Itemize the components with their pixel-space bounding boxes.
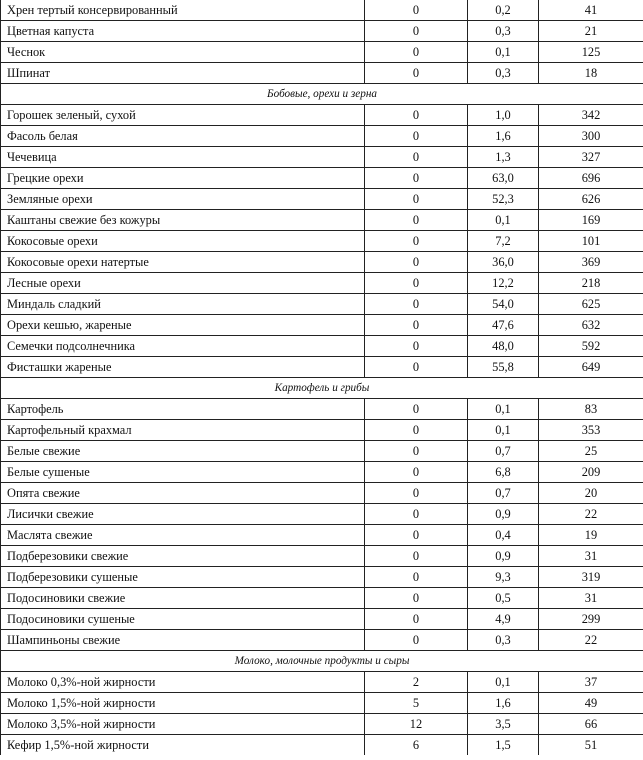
table-row xyxy=(1,336,643,357)
product-name-cell: Картофель xyxy=(1,399,365,420)
carbs-cell: 0 xyxy=(365,588,468,609)
fat-cell: 0,1 xyxy=(468,672,539,693)
nutrition-table-body xyxy=(1,0,643,755)
product-name-cell: Подберезовики сушеные xyxy=(1,567,365,588)
carbs-cell: 0 xyxy=(365,399,468,420)
product-name-cell: Картофельный крахмал xyxy=(1,420,365,441)
calories-cell: 327 xyxy=(539,147,643,168)
table-row xyxy=(1,525,643,546)
table-row xyxy=(1,546,643,567)
carbs-cell: 0 xyxy=(365,420,468,441)
fat-cell: 54,0 xyxy=(468,294,539,315)
product-name-cell: Подосиновики свежие xyxy=(1,588,365,609)
carbs-cell: 6 xyxy=(365,735,468,756)
fat-cell: 0,3 xyxy=(468,63,539,84)
fat-cell: 1,5 xyxy=(468,735,539,756)
fat-cell: 47,6 xyxy=(468,315,539,336)
fat-cell: 48,0 xyxy=(468,336,539,357)
calories-cell: 37 xyxy=(539,672,643,693)
fat-cell: 55,8 xyxy=(468,357,539,378)
fat-cell: 0,1 xyxy=(468,42,539,63)
product-name-cell: Орехи кешью, жареные xyxy=(1,315,365,336)
calories-cell: 101 xyxy=(539,231,643,252)
product-name-cell: Чеснок xyxy=(1,42,365,63)
carbs-cell: 0 xyxy=(365,21,468,42)
table-row xyxy=(1,168,643,189)
carbs-cell: 0 xyxy=(365,315,468,336)
calories-cell: 66 xyxy=(539,714,643,735)
table-row xyxy=(1,252,643,273)
product-name-cell: Молоко 0,3%-ной жирности xyxy=(1,672,365,693)
product-name-cell: Молоко 1,5%-ной жирности xyxy=(1,693,365,714)
product-name-cell: Земляные орехи xyxy=(1,189,365,210)
fat-cell: 1,6 xyxy=(468,126,539,147)
carbs-cell: 0 xyxy=(365,168,468,189)
calories-cell: 632 xyxy=(539,315,643,336)
calories-cell: 41 xyxy=(539,0,643,21)
fat-cell: 63,0 xyxy=(468,168,539,189)
carbs-cell: 0 xyxy=(365,357,468,378)
carbs-cell: 0 xyxy=(365,126,468,147)
product-name-cell: Кокосовые орехи натертые xyxy=(1,252,365,273)
product-name-cell: Лесные орехи xyxy=(1,273,365,294)
calories-cell: 300 xyxy=(539,126,643,147)
table-row xyxy=(1,0,643,21)
fat-cell: 0,9 xyxy=(468,504,539,525)
fat-cell: 1,6 xyxy=(468,693,539,714)
product-name-cell: Лисички свежие xyxy=(1,504,365,525)
calories-cell: 20 xyxy=(539,483,643,504)
carbs-cell: 0 xyxy=(365,546,468,567)
calories-cell: 592 xyxy=(539,336,643,357)
carbs-cell: 0 xyxy=(365,525,468,546)
carbs-cell: 0 xyxy=(365,462,468,483)
calories-cell: 626 xyxy=(539,189,643,210)
carbs-cell: 0 xyxy=(365,630,468,651)
product-name-cell: Семечки подсолнечника xyxy=(1,336,365,357)
product-name-cell: Шампиньоны свежие xyxy=(1,630,365,651)
table-row xyxy=(1,357,643,378)
table-row xyxy=(1,630,643,651)
carbs-cell: 0 xyxy=(365,189,468,210)
fat-cell: 0,2 xyxy=(468,0,539,21)
product-name-cell: Опята свежие xyxy=(1,483,365,504)
fat-cell: 0,4 xyxy=(468,525,539,546)
fat-cell: 0,7 xyxy=(468,441,539,462)
carbs-cell: 0 xyxy=(365,105,468,126)
product-name-cell: Фисташки жареные xyxy=(1,357,365,378)
calories-cell: 209 xyxy=(539,462,643,483)
section-header-row xyxy=(1,84,643,105)
fat-cell: 36,0 xyxy=(468,252,539,273)
product-name-cell: Кефир 1,5%-ной жирности xyxy=(1,735,365,756)
fat-cell: 0,1 xyxy=(468,420,539,441)
carbs-cell: 12 xyxy=(365,714,468,735)
table-row xyxy=(1,504,643,525)
fat-cell: 9,3 xyxy=(468,567,539,588)
calories-cell: 22 xyxy=(539,630,643,651)
product-name-cell: Белые свежие xyxy=(1,441,365,462)
calories-cell: 299 xyxy=(539,609,643,630)
section-title: Бобовые, орехи и зерна xyxy=(1,84,643,105)
table-row xyxy=(1,693,643,714)
carbs-cell: 0 xyxy=(365,609,468,630)
fat-cell: 0,1 xyxy=(468,399,539,420)
table-row xyxy=(1,147,643,168)
fat-cell: 0,3 xyxy=(468,21,539,42)
calories-cell: 125 xyxy=(539,42,643,63)
table-row xyxy=(1,21,643,42)
calories-cell: 83 xyxy=(539,399,643,420)
fat-cell: 0,9 xyxy=(468,546,539,567)
product-name-cell: Подосиновики сушеные xyxy=(1,609,365,630)
table-row xyxy=(1,294,643,315)
carbs-cell: 0 xyxy=(365,210,468,231)
carbs-cell: 0 xyxy=(365,273,468,294)
calories-cell: 19 xyxy=(539,525,643,546)
carbs-cell: 0 xyxy=(365,252,468,273)
section-title: Молоко, молочные продукты и сыры xyxy=(1,651,643,672)
table-row xyxy=(1,441,643,462)
table-row xyxy=(1,42,643,63)
section-title: Картофель и грибы xyxy=(1,378,643,399)
calories-cell: 369 xyxy=(539,252,643,273)
product-name-cell: Хрен тертый консервированный xyxy=(1,0,365,21)
fat-cell: 4,9 xyxy=(468,609,539,630)
table-row xyxy=(1,588,643,609)
product-name-cell: Миндаль сладкий xyxy=(1,294,365,315)
carbs-cell: 0 xyxy=(365,147,468,168)
fat-cell: 0,1 xyxy=(468,210,539,231)
calories-cell: 218 xyxy=(539,273,643,294)
product-name-cell: Горошек зеленый, сухой xyxy=(1,105,365,126)
calories-cell: 31 xyxy=(539,546,643,567)
table-row xyxy=(1,609,643,630)
fat-cell: 1,3 xyxy=(468,147,539,168)
calories-cell: 625 xyxy=(539,294,643,315)
calories-cell: 21 xyxy=(539,21,643,42)
carbs-cell: 0 xyxy=(365,231,468,252)
table-row xyxy=(1,567,643,588)
table-row xyxy=(1,105,643,126)
table-row xyxy=(1,420,643,441)
carbs-cell: 2 xyxy=(365,672,468,693)
calories-cell: 18 xyxy=(539,63,643,84)
calories-cell: 319 xyxy=(539,567,643,588)
table-row xyxy=(1,735,643,756)
product-name-cell: Чечевица xyxy=(1,147,365,168)
carbs-cell: 5 xyxy=(365,693,468,714)
calories-cell: 31 xyxy=(539,588,643,609)
table-row xyxy=(1,315,643,336)
table-row xyxy=(1,714,643,735)
carbs-cell: 0 xyxy=(365,504,468,525)
product-name-cell: Шпинат xyxy=(1,63,365,84)
fat-cell: 1,0 xyxy=(468,105,539,126)
calories-cell: 353 xyxy=(539,420,643,441)
product-name-cell: Подберезовики свежие xyxy=(1,546,365,567)
calories-cell: 25 xyxy=(539,441,643,462)
table-row xyxy=(1,231,643,252)
product-name-cell: Каштаны свежие без кожуры xyxy=(1,210,365,231)
table-row xyxy=(1,210,643,231)
carbs-cell: 0 xyxy=(365,294,468,315)
calories-cell: 169 xyxy=(539,210,643,231)
carbs-cell: 0 xyxy=(365,336,468,357)
product-name-cell: Фасоль белая xyxy=(1,126,365,147)
product-name-cell: Цветная капуста xyxy=(1,21,365,42)
table-row xyxy=(1,273,643,294)
product-name-cell: Кокосовые орехи xyxy=(1,231,365,252)
section-header-row xyxy=(1,378,643,399)
fat-cell: 3,5 xyxy=(468,714,539,735)
carbs-cell: 0 xyxy=(365,567,468,588)
fat-cell: 0,7 xyxy=(468,483,539,504)
calories-cell: 22 xyxy=(539,504,643,525)
fat-cell: 52,3 xyxy=(468,189,539,210)
product-name-cell: Маслята свежие xyxy=(1,525,365,546)
fat-cell: 0,5 xyxy=(468,588,539,609)
carbs-cell: 0 xyxy=(365,63,468,84)
fat-cell: 0,3 xyxy=(468,630,539,651)
table-row xyxy=(1,399,643,420)
product-name-cell: Молоко 3,5%-ной жирности xyxy=(1,714,365,735)
table-row xyxy=(1,126,643,147)
carbs-cell: 0 xyxy=(365,0,468,21)
section-header-row xyxy=(1,651,643,672)
fat-cell: 6,8 xyxy=(468,462,539,483)
fat-cell: 7,2 xyxy=(468,231,539,252)
calories-cell: 49 xyxy=(539,693,643,714)
product-name-cell: Белые сушеные xyxy=(1,462,365,483)
carbs-cell: 0 xyxy=(365,42,468,63)
table-row xyxy=(1,63,643,84)
table-row xyxy=(1,672,643,693)
table-row xyxy=(1,189,643,210)
product-name-cell: Грецкие орехи xyxy=(1,168,365,189)
calories-cell: 696 xyxy=(539,168,643,189)
calories-cell: 51 xyxy=(539,735,643,756)
table-row xyxy=(1,483,643,504)
calories-cell: 342 xyxy=(539,105,643,126)
carbs-cell: 0 xyxy=(365,441,468,462)
table-row xyxy=(1,462,643,483)
fat-cell: 12,2 xyxy=(468,273,539,294)
calories-cell: 649 xyxy=(539,357,643,378)
carbs-cell: 0 xyxy=(365,483,468,504)
